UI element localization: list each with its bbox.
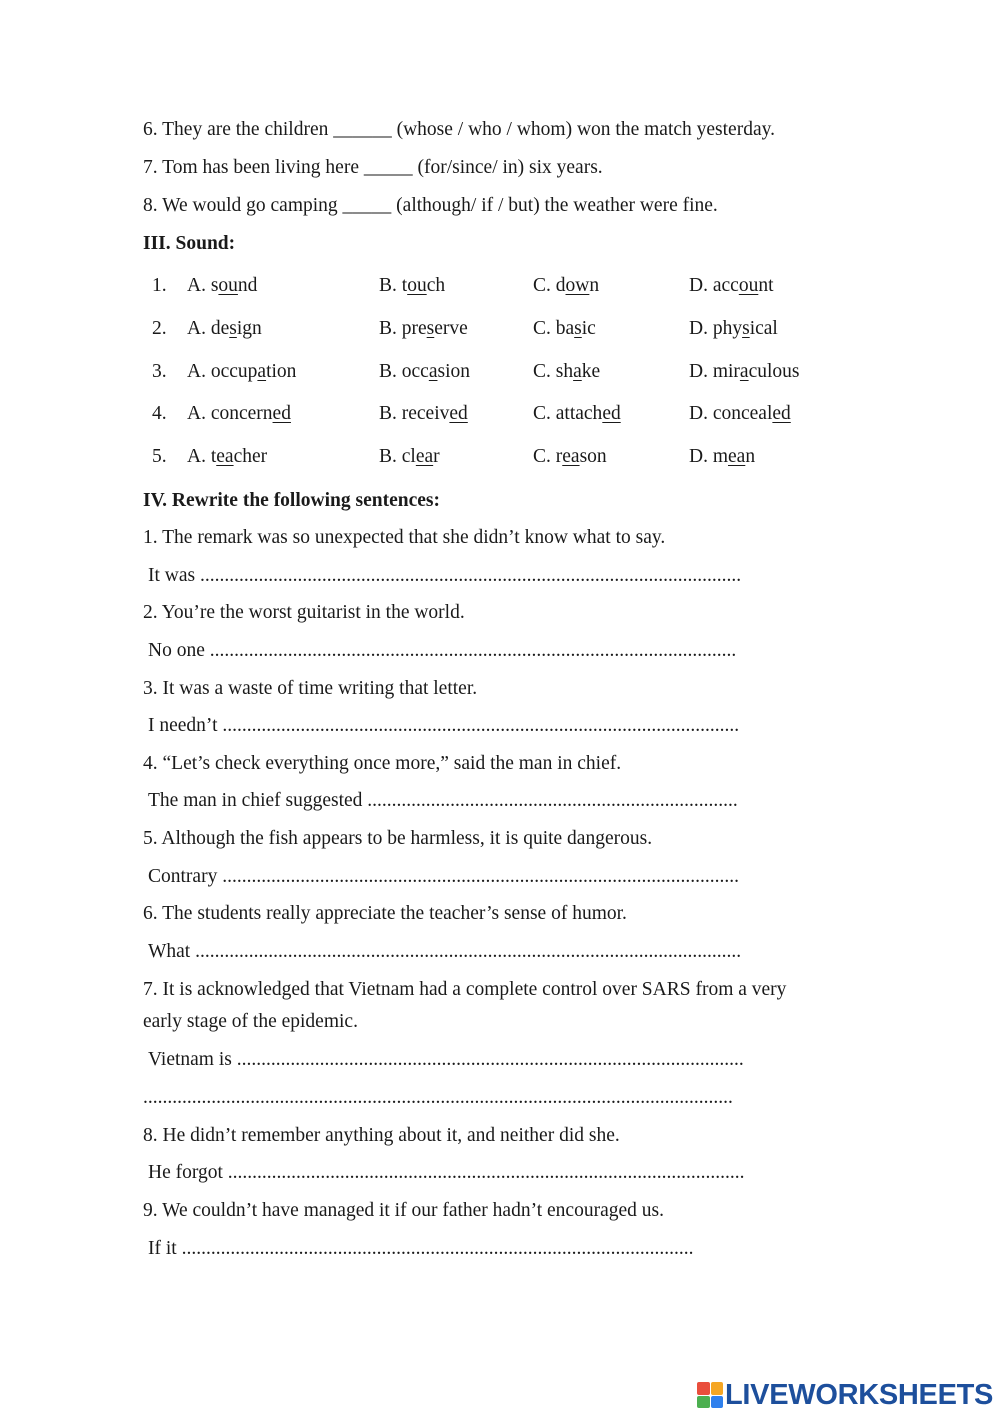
section-heading-sound: III. Sound: xyxy=(143,233,236,254)
sound-row xyxy=(0,445,1000,473)
logo-square xyxy=(697,1396,710,1409)
option-text: C. attach xyxy=(533,403,603,424)
rewrite-answer-4[interactable]: The man in chief suggested ............................................................................ xyxy=(148,790,738,811)
option-text: D. m xyxy=(689,446,728,467)
rewrite-answer-3[interactable]: I needn’t .......................................................................................................... xyxy=(148,715,740,736)
underlined-sound: ed xyxy=(772,403,791,424)
underlined-sound: a xyxy=(428,361,438,382)
sound-option-c xyxy=(533,402,621,426)
sound-option-d xyxy=(689,317,778,341)
sound-row-number: 3. xyxy=(152,361,167,382)
exercise-line-7: 7. Tom has been living here _____ (for/since/ in) six years. xyxy=(143,157,603,178)
underlined-sound: ea xyxy=(728,446,746,467)
rewrite-answer-8[interactable]: He forgot .......................................................................................................... xyxy=(148,1162,745,1183)
exercise-line-8: 8. We would go camping _____ (although/ if / but) the weather were fine. xyxy=(143,195,718,216)
sound-row xyxy=(0,274,1000,302)
underlined-sound: a xyxy=(739,361,749,382)
underlined-sound: ow xyxy=(565,275,590,296)
sound-option-d xyxy=(689,445,755,469)
option-text: A. s xyxy=(187,275,219,296)
sound-option-a xyxy=(187,360,296,384)
underlined-sound: ed xyxy=(449,403,468,424)
option-text: C. r xyxy=(533,446,563,467)
option-text: ke xyxy=(581,361,601,382)
sound-row xyxy=(0,402,1000,430)
rewrite-question-1: 1. The remark was so unexpected that she didn’t know what to say. xyxy=(143,527,666,548)
option-text: tion xyxy=(266,361,297,382)
option-text: ical xyxy=(749,318,778,339)
option-text: erve xyxy=(434,318,468,339)
liveworksheets-logo xyxy=(697,1378,993,1412)
option-text: ch xyxy=(426,275,446,296)
sound-row-number: 1. xyxy=(152,275,167,296)
rewrite-answer-9[interactable]: If it ......................................................................................................... xyxy=(148,1238,694,1259)
sound-option-b xyxy=(379,274,445,298)
sound-option-b xyxy=(379,317,468,341)
underlined-sound: ou xyxy=(218,275,238,296)
logo-square xyxy=(711,1382,724,1395)
rewrite-question-7-line-2: early stage of the epidemic. xyxy=(143,1011,358,1032)
option-text: sion xyxy=(437,361,470,382)
sound-option-a xyxy=(187,317,262,341)
option-text: son xyxy=(579,446,607,467)
underlined-sound: s xyxy=(426,318,435,339)
sound-option-c xyxy=(533,317,596,341)
option-text: nt xyxy=(758,275,774,296)
option-text: A. occup xyxy=(187,361,258,382)
sound-option-b xyxy=(379,445,440,469)
underlined-sound: a xyxy=(257,361,267,382)
option-text: A. t xyxy=(187,446,217,467)
sound-row xyxy=(0,317,1000,345)
sound-option-a xyxy=(187,445,267,469)
option-text: ign xyxy=(236,318,262,339)
underlined-sound: ou xyxy=(407,275,427,296)
logo-text: LIVEWORKSHEETS xyxy=(725,1378,994,1411)
option-text: n xyxy=(589,275,600,296)
option-text: A. concern xyxy=(187,403,273,424)
rewrite-question-7-line-1: 7. It is acknowledged that Vietnam had a complete control over SARS from a very xyxy=(143,979,787,1000)
option-text: r xyxy=(433,446,440,467)
option-text: C. sh xyxy=(533,361,574,382)
option-text: D. phy xyxy=(689,318,743,339)
sound-option-c xyxy=(533,445,607,469)
section-heading-rewrite: IV. Rewrite the following sentences: xyxy=(143,490,440,511)
option-text: B. occ xyxy=(379,361,429,382)
option-text: A. de xyxy=(187,318,230,339)
underlined-sound: s xyxy=(229,318,237,339)
rewrite-answer-1[interactable]: It was ............................................................................................................... xyxy=(148,565,742,586)
rewrite-question-9: 9. We couldn’t have managed it if our father hadn’t encouraged us. xyxy=(143,1200,664,1221)
option-text: B. receiv xyxy=(379,403,450,424)
sound-row-number: 2. xyxy=(152,318,167,339)
logo-square xyxy=(711,1396,724,1409)
underlined-sound: s xyxy=(742,318,750,339)
rewrite-question-3: 3. It was a waste of time writing that letter. xyxy=(143,678,478,699)
option-text: B. t xyxy=(379,275,408,296)
underlined-sound: a xyxy=(573,361,582,382)
option-text: n xyxy=(745,446,756,467)
option-text: D. mir xyxy=(689,361,740,382)
rewrite-answer-7[interactable]: Vietnam is ........................................................................................................ xyxy=(148,1049,744,1070)
option-text: nd xyxy=(237,275,258,296)
underlined-sound: ou xyxy=(738,275,759,296)
option-text: C. d xyxy=(533,275,566,296)
sound-option-a xyxy=(187,274,257,298)
option-text: D. acc xyxy=(689,275,739,296)
liveworksheets-logo-icon xyxy=(697,1382,723,1408)
sound-option-b xyxy=(379,402,468,426)
sound-option-b xyxy=(379,360,470,384)
sound-option-d xyxy=(689,360,800,384)
sound-option-d xyxy=(689,402,791,426)
sound-option-a xyxy=(187,402,291,426)
option-text: B. cl xyxy=(379,446,416,467)
underlined-sound: ed xyxy=(272,403,291,424)
rewrite-question-2: 2. You’re the worst guitarist in the world. xyxy=(143,602,465,623)
sound-option-c xyxy=(533,360,600,384)
rewrite-question-6: 6. The students really appreciate the teacher’s sense of humor. xyxy=(143,903,627,924)
logo-square xyxy=(697,1382,710,1395)
sound-row-number: 5. xyxy=(152,446,167,467)
option-text: cher xyxy=(233,446,268,467)
sound-row-number: 4. xyxy=(152,403,167,424)
rewrite-question-5: 5. Although the fish appears to be harmless, it is quite dangerous. xyxy=(143,828,653,849)
rewrite-answer-2[interactable]: No one ............................................................................................................ xyxy=(148,640,737,661)
sound-option-c xyxy=(533,274,599,298)
option-text: ic xyxy=(581,318,596,339)
rewrite-answer-6[interactable]: What ................................................................................................................ xyxy=(148,941,742,962)
rewrite-answer-5[interactable]: Contrary .......................................................................................................... xyxy=(148,866,739,887)
underlined-sound: ea xyxy=(216,446,234,467)
option-text: C. ba xyxy=(533,318,575,339)
underlined-sound: ed xyxy=(602,403,621,424)
sound-option-d xyxy=(689,274,773,298)
underlined-sound: s xyxy=(574,318,582,339)
rewrite-question-4: 4. “Let’s check everything once more,” said the man in chief. xyxy=(143,753,622,774)
underlined-sound: ea xyxy=(415,446,434,467)
rewrite-question-8: 8. He didn’t remember anything about it, and neither did she. xyxy=(143,1125,620,1146)
option-text: B. pre xyxy=(379,318,427,339)
underlined-sound: ea xyxy=(562,446,580,467)
sound-row xyxy=(0,360,1000,388)
option-text: culous xyxy=(748,361,800,382)
option-text: D. conceal xyxy=(689,403,773,424)
rewrite-answer-7-continued[interactable]: ......................................................................................................................... xyxy=(143,1087,733,1108)
exercise-line-6: 6. They are the children ______ (whose / who / whom) won the match yesterday. xyxy=(143,119,775,140)
